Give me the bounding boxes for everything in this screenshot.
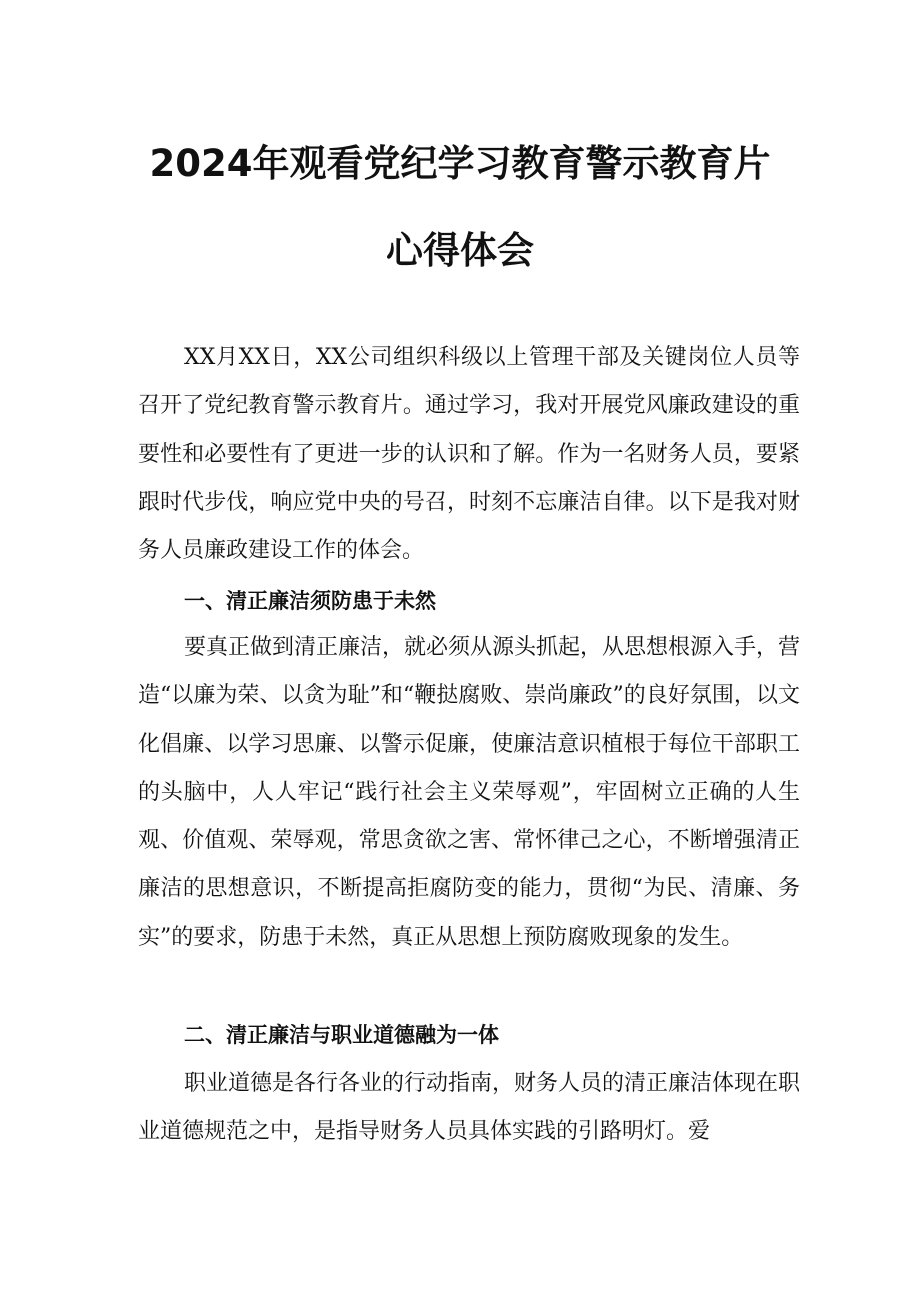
paragraph-section-2: 职业道德是各行各业的行动指南，财务人员的清正廉洁体现在职业道德规范之中，是指导财务人员具体实践的引路明灯。爱 (138, 1071, 801, 1145)
section-heading-1: 一、清正廉洁须防患于未然 (184, 589, 436, 613)
paragraph-intro: XX月XX日，XX公司组织科级以上管理干部及关键岗位人员等召开了党纪教育警示教育片。通过学习，我对开展党风廉政建设的重要性和必要性有了更进一步的认识和了解。作为一名财务人员，要紧跟时代步伐，响应党中央的号召，时刻不忘廉洁自律。以下是我对财务人员廉政建设工作的体会。 (138, 345, 800, 564)
paragraph-section-1: 要真正做到清正廉洁，就必须从源头抓起，从思想根源入手，营造“以廉为荣、以贪为耻”和“鞭挞腐败、崇尚廉政”的良好氛围，以文化倡廉、以学习思廉、以警示促廉，使廉洁意识植根于每位干部职工的头脑中，人人牢记“践行社会主义荣辱观”，牢固树立正确的人生观、价值观、荣辱观，常思贪欲之害、常怀律己之心，不断增强清正廉洁的思想意识，不断提高拒腐防变的能力，贯彻“为民、清廉、务实”的要求，防患于未然，真正从思想上预防腐败现象的发生。 (138, 635, 801, 950)
document-title-line-2: 心得体会 (386, 229, 534, 272)
document-title-line-1: 2024年观看党纪学习教育警示教育片 (149, 142, 771, 185)
section-heading-2: 二、清正廉洁与职业道德融为一体 (184, 1023, 499, 1047)
